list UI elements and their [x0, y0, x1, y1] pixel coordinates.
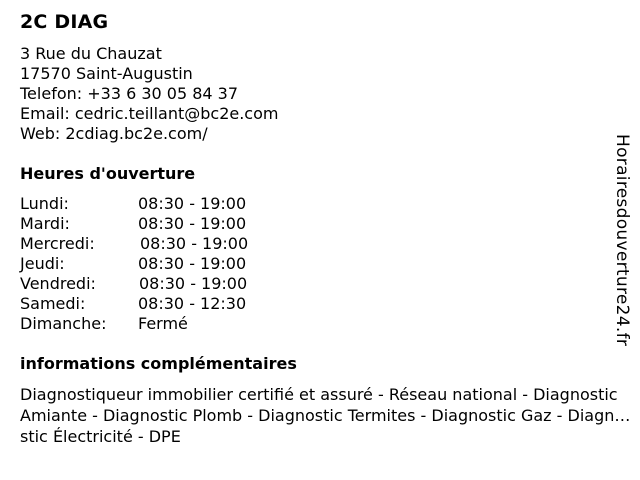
time-range: 08:30 - 19:00: [140, 234, 249, 253]
day-label: Lundi:: [20, 194, 69, 213]
time-range: 08:30 - 19:00: [138, 194, 247, 213]
info-heading: informations complémentaires: [20, 354, 297, 373]
phone-number[interactable]: Telefon: +33 6 30 05 84 37: [20, 84, 239, 103]
day-label: Mercredi:: [20, 234, 95, 253]
business-name: 2C DIAG: [20, 11, 109, 33]
day-label: Jeudi:: [20, 254, 65, 273]
email-address[interactable]: Email: cedric.teillant@bc2e.com: [20, 104, 279, 123]
time-range: Fermé: [138, 314, 188, 333]
time-range: 08:30 - 12:30: [138, 294, 247, 313]
day-label: Mardi:: [20, 214, 70, 233]
day-label: Dimanche:: [20, 314, 107, 333]
day-label: Vendredi:: [20, 274, 96, 293]
street-address: 3 Rue du Chauzat: [20, 44, 162, 63]
time-range: 08:30 - 19:00: [138, 254, 247, 273]
hours-heading: Heures d'ouverture: [20, 164, 196, 183]
time-range: 08:30 - 19:00: [138, 214, 247, 233]
time-range: 08:30 - 19:00: [139, 274, 248, 293]
website-link[interactable]: Web: 2cdiag.bc2e.com/: [20, 124, 208, 143]
info-text: Diagnostiqueur immobilier certifié et assuré - Réseau national - Diagnostic Amiante - Diagnostic Plomb - Diagnostic Termites - Diagnostic Gaz - Diagnostic Électricité - DPE: [20, 385, 625, 446]
day-label: Samedi:: [20, 294, 86, 313]
city-address: 17570 Saint-Augustin: [20, 64, 193, 83]
site-watermark: Horairesdouverture24.fr: [612, 134, 632, 347]
info-description: [20, 384, 632, 446]
contact-block: [20, 44, 278, 144]
